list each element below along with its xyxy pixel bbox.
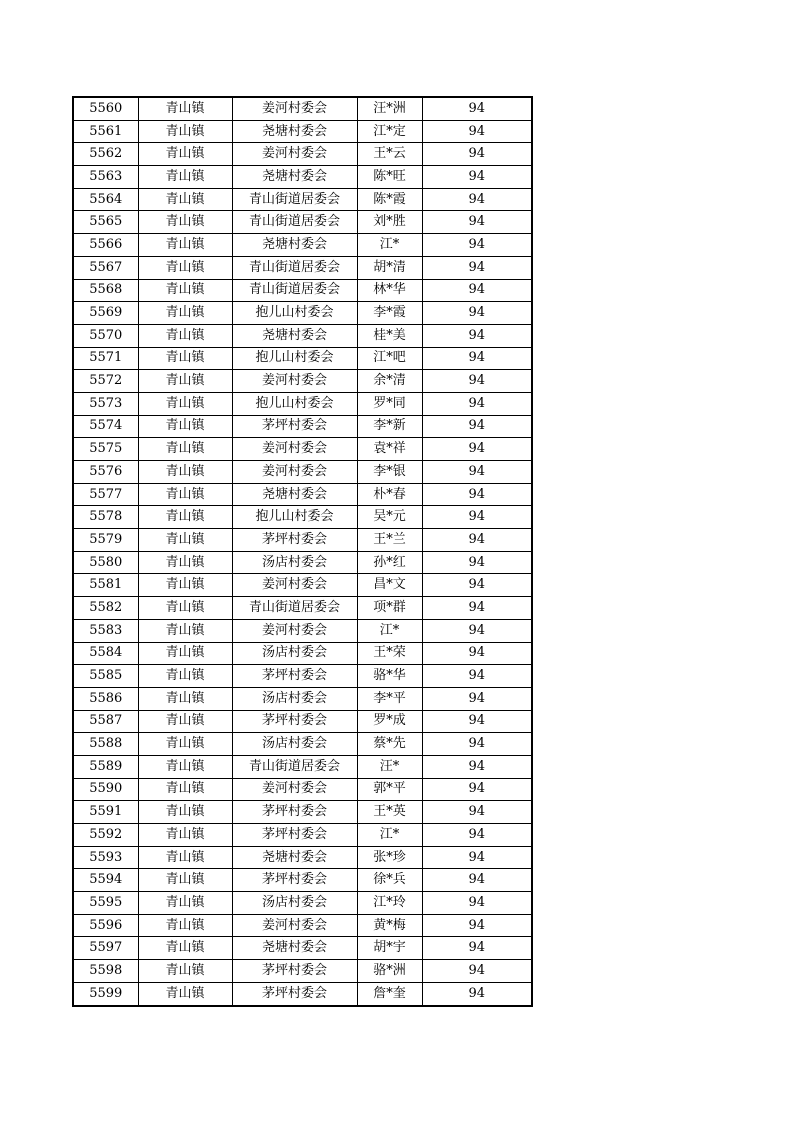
score-cell: 94 [422, 574, 532, 597]
score-cell: 94 [422, 892, 532, 915]
table-row [73, 619, 532, 642]
town-cell: 青山镇 [138, 506, 232, 529]
table-row [73, 279, 532, 302]
score-cell: 94 [422, 438, 532, 461]
town-cell: 青山镇 [138, 642, 232, 665]
person-name-cell: 孙*红 [357, 551, 422, 574]
town-cell: 青山镇 [138, 347, 232, 370]
table-row [73, 143, 532, 166]
village-committee-cell: 青山街道居委会 [232, 188, 357, 211]
person-name-cell: 项*群 [357, 597, 422, 620]
row-number-cell: 5566 [73, 234, 138, 257]
person-name-cell: 黄*梅 [357, 914, 422, 937]
person-name-cell: 郭*平 [357, 778, 422, 801]
person-name-cell: 胡*清 [357, 256, 422, 279]
town-cell: 青山镇 [138, 438, 232, 461]
village-committee-cell: 抱儿山村委会 [232, 392, 357, 415]
table-row [73, 960, 532, 983]
row-number-cell: 5590 [73, 778, 138, 801]
data-table [72, 96, 533, 1007]
score-cell: 94 [422, 370, 532, 393]
row-number-cell: 5592 [73, 824, 138, 847]
town-cell: 青山镇 [138, 665, 232, 688]
table-row [73, 710, 532, 733]
person-name-cell: 陈*霞 [357, 188, 422, 211]
town-cell: 青山镇 [138, 846, 232, 869]
row-number-cell: 5580 [73, 551, 138, 574]
village-committee-cell: 姜河村委会 [232, 778, 357, 801]
row-number-cell: 5560 [73, 97, 138, 120]
score-cell: 94 [422, 279, 532, 302]
town-cell: 青山镇 [138, 733, 232, 756]
town-cell: 青山镇 [138, 143, 232, 166]
town-cell: 青山镇 [138, 279, 232, 302]
town-cell: 青山镇 [138, 937, 232, 960]
town-cell: 青山镇 [138, 529, 232, 552]
score-cell: 94 [422, 302, 532, 325]
town-cell: 青山镇 [138, 687, 232, 710]
person-name-cell: 王*荣 [357, 642, 422, 665]
table-row [73, 869, 532, 892]
row-number-cell: 5575 [73, 438, 138, 461]
person-name-cell: 罗*成 [357, 710, 422, 733]
village-committee-cell: 姜河村委会 [232, 438, 357, 461]
village-committee-cell: 姜河村委会 [232, 143, 357, 166]
row-number-cell: 5565 [73, 211, 138, 234]
village-committee-cell: 姜河村委会 [232, 619, 357, 642]
village-committee-cell: 青山街道居委会 [232, 256, 357, 279]
table-row [73, 778, 532, 801]
table-row [73, 846, 532, 869]
town-cell: 青山镇 [138, 166, 232, 189]
row-number-cell: 5596 [73, 914, 138, 937]
person-name-cell: 江*吧 [357, 347, 422, 370]
town-cell: 青山镇 [138, 619, 232, 642]
row-number-cell: 5598 [73, 960, 138, 983]
score-cell: 94 [422, 869, 532, 892]
village-committee-cell: 姜河村委会 [232, 461, 357, 484]
town-cell: 青山镇 [138, 574, 232, 597]
town-cell: 青山镇 [138, 97, 232, 120]
score-cell: 94 [422, 778, 532, 801]
row-number-cell: 5577 [73, 483, 138, 506]
score-cell: 94 [422, 166, 532, 189]
score-cell: 94 [422, 846, 532, 869]
person-name-cell: 胡*宇 [357, 937, 422, 960]
village-committee-cell: 抱儿山村委会 [232, 302, 357, 325]
person-name-cell: 汪*洲 [357, 97, 422, 120]
town-cell: 青山镇 [138, 710, 232, 733]
row-number-cell: 5569 [73, 302, 138, 325]
table-row [73, 256, 532, 279]
score-cell: 94 [422, 687, 532, 710]
row-number-cell: 5568 [73, 279, 138, 302]
town-cell: 青山镇 [138, 120, 232, 143]
town-cell: 青山镇 [138, 755, 232, 778]
score-cell: 94 [422, 211, 532, 234]
row-number-cell: 5597 [73, 937, 138, 960]
village-committee-cell: 茅坪村委会 [232, 710, 357, 733]
score-cell: 94 [422, 483, 532, 506]
person-name-cell: 李*霞 [357, 302, 422, 325]
table-row [73, 597, 532, 620]
table-row [73, 642, 532, 665]
town-cell: 青山镇 [138, 824, 232, 847]
town-cell: 青山镇 [138, 597, 232, 620]
table-row [73, 824, 532, 847]
village-committee-cell: 尧塘村委会 [232, 120, 357, 143]
row-number-cell: 5587 [73, 710, 138, 733]
village-committee-cell: 茅坪村委会 [232, 415, 357, 438]
row-number-cell: 5573 [73, 392, 138, 415]
table-row [73, 97, 532, 120]
person-name-cell: 李*银 [357, 461, 422, 484]
score-cell: 94 [422, 506, 532, 529]
village-committee-cell: 汤店村委会 [232, 733, 357, 756]
village-committee-cell: 青山街道居委会 [232, 279, 357, 302]
village-committee-cell: 尧塘村委会 [232, 166, 357, 189]
village-committee-cell: 青山街道居委会 [232, 211, 357, 234]
score-cell: 94 [422, 733, 532, 756]
town-cell: 青山镇 [138, 914, 232, 937]
village-committee-cell: 姜河村委会 [232, 97, 357, 120]
score-cell: 94 [422, 120, 532, 143]
town-cell: 青山镇 [138, 392, 232, 415]
score-cell: 94 [422, 188, 532, 211]
person-name-cell: 蔡*先 [357, 733, 422, 756]
town-cell: 青山镇 [138, 960, 232, 983]
row-number-cell: 5593 [73, 846, 138, 869]
table-row [73, 937, 532, 960]
village-committee-cell: 抱儿山村委会 [232, 347, 357, 370]
score-cell: 94 [422, 461, 532, 484]
table-row [73, 665, 532, 688]
score-cell: 94 [422, 597, 532, 620]
table-row [73, 324, 532, 347]
table-row [73, 392, 532, 415]
person-name-cell: 骆*洲 [357, 960, 422, 983]
person-name-cell: 詹*奎 [357, 982, 422, 1005]
person-name-cell: 张*珍 [357, 846, 422, 869]
score-cell: 94 [422, 642, 532, 665]
score-cell: 94 [422, 937, 532, 960]
person-name-cell: 汪* [357, 755, 422, 778]
table-row [73, 483, 532, 506]
table-row [73, 120, 532, 143]
person-name-cell: 桂*美 [357, 324, 422, 347]
town-cell: 青山镇 [138, 256, 232, 279]
person-name-cell: 王*兰 [357, 529, 422, 552]
person-name-cell: 林*华 [357, 279, 422, 302]
person-name-cell: 王*英 [357, 801, 422, 824]
person-name-cell: 罗*同 [357, 392, 422, 415]
village-committee-cell: 尧塘村委会 [232, 483, 357, 506]
table-row [73, 755, 532, 778]
score-cell: 94 [422, 529, 532, 552]
person-name-cell: 袁*祥 [357, 438, 422, 461]
village-committee-cell: 茅坪村委会 [232, 801, 357, 824]
village-committee-cell: 青山街道居委会 [232, 597, 357, 620]
village-committee-cell: 汤店村委会 [232, 551, 357, 574]
person-name-cell: 余*清 [357, 370, 422, 393]
village-committee-cell: 汤店村委会 [232, 642, 357, 665]
town-cell: 青山镇 [138, 869, 232, 892]
village-committee-cell: 茅坪村委会 [232, 960, 357, 983]
person-name-cell: 吴*元 [357, 506, 422, 529]
table-row [73, 551, 532, 574]
table-row [73, 982, 532, 1005]
village-committee-cell: 汤店村委会 [232, 687, 357, 710]
person-name-cell: 陈*旺 [357, 166, 422, 189]
row-number-cell: 5589 [73, 755, 138, 778]
village-committee-cell: 姜河村委会 [232, 914, 357, 937]
row-number-cell: 5571 [73, 347, 138, 370]
table-row [73, 914, 532, 937]
table-row [73, 733, 532, 756]
row-number-cell: 5579 [73, 529, 138, 552]
score-cell: 94 [422, 801, 532, 824]
person-name-cell: 江* [357, 824, 422, 847]
person-name-cell: 江*玲 [357, 892, 422, 915]
score-cell: 94 [422, 982, 532, 1005]
town-cell: 青山镇 [138, 324, 232, 347]
row-number-cell: 5578 [73, 506, 138, 529]
score-cell: 94 [422, 665, 532, 688]
village-committee-cell: 青山街道居委会 [232, 755, 357, 778]
town-cell: 青山镇 [138, 892, 232, 915]
town-cell: 青山镇 [138, 211, 232, 234]
row-number-cell: 5570 [73, 324, 138, 347]
table-row [73, 234, 532, 257]
score-cell: 94 [422, 97, 532, 120]
table-row [73, 347, 532, 370]
village-committee-cell: 尧塘村委会 [232, 234, 357, 257]
person-name-cell: 李*平 [357, 687, 422, 710]
score-cell: 94 [422, 324, 532, 347]
table-row [73, 892, 532, 915]
village-committee-cell: 抱儿山村委会 [232, 506, 357, 529]
row-number-cell: 5588 [73, 733, 138, 756]
town-cell: 青山镇 [138, 982, 232, 1005]
row-number-cell: 5564 [73, 188, 138, 211]
table-row [73, 506, 532, 529]
town-cell: 青山镇 [138, 234, 232, 257]
person-name-cell: 江* [357, 234, 422, 257]
person-name-cell: 昌*文 [357, 574, 422, 597]
score-cell: 94 [422, 710, 532, 733]
village-committee-cell: 茅坪村委会 [232, 869, 357, 892]
person-name-cell: 王*云 [357, 143, 422, 166]
table-row [73, 302, 532, 325]
person-name-cell: 李*新 [357, 415, 422, 438]
town-cell: 青山镇 [138, 551, 232, 574]
score-cell: 94 [422, 256, 532, 279]
village-committee-cell: 汤店村委会 [232, 892, 357, 915]
village-committee-cell: 茅坪村委会 [232, 529, 357, 552]
village-committee-cell: 茅坪村委会 [232, 824, 357, 847]
table-row [73, 370, 532, 393]
village-committee-cell: 尧塘村委会 [232, 324, 357, 347]
person-name-cell: 骆*华 [357, 665, 422, 688]
person-name-cell: 徐*兵 [357, 869, 422, 892]
score-cell: 94 [422, 824, 532, 847]
person-name-cell: 刘*胜 [357, 211, 422, 234]
village-committee-cell: 茅坪村委会 [232, 982, 357, 1005]
score-cell: 94 [422, 347, 532, 370]
table-row [73, 801, 532, 824]
table-row [73, 574, 532, 597]
row-number-cell: 5595 [73, 892, 138, 915]
town-cell: 青山镇 [138, 461, 232, 484]
row-number-cell: 5572 [73, 370, 138, 393]
village-committee-cell: 姜河村委会 [232, 574, 357, 597]
town-cell: 青山镇 [138, 415, 232, 438]
table-row [73, 211, 532, 234]
row-number-cell: 5582 [73, 597, 138, 620]
town-cell: 青山镇 [138, 370, 232, 393]
table-body [73, 97, 532, 1006]
row-number-cell: 5599 [73, 982, 138, 1005]
row-number-cell: 5586 [73, 687, 138, 710]
row-number-cell: 5584 [73, 642, 138, 665]
town-cell: 青山镇 [138, 778, 232, 801]
person-name-cell: 江* [357, 619, 422, 642]
town-cell: 青山镇 [138, 483, 232, 506]
table-row [73, 529, 532, 552]
score-cell: 94 [422, 415, 532, 438]
row-number-cell: 5574 [73, 415, 138, 438]
row-number-cell: 5562 [73, 143, 138, 166]
score-cell: 94 [422, 551, 532, 574]
row-number-cell: 5576 [73, 461, 138, 484]
row-number-cell: 5585 [73, 665, 138, 688]
village-committee-cell: 尧塘村委会 [232, 937, 357, 960]
village-committee-cell: 姜河村委会 [232, 370, 357, 393]
score-cell: 94 [422, 755, 532, 778]
table-row [73, 461, 532, 484]
table-row [73, 188, 532, 211]
score-cell: 94 [422, 143, 532, 166]
town-cell: 青山镇 [138, 801, 232, 824]
village-committee-cell: 尧塘村委会 [232, 846, 357, 869]
row-number-cell: 5561 [73, 120, 138, 143]
score-cell: 94 [422, 914, 532, 937]
village-committee-cell: 茅坪村委会 [232, 665, 357, 688]
row-number-cell: 5563 [73, 166, 138, 189]
row-number-cell: 5594 [73, 869, 138, 892]
row-number-cell: 5581 [73, 574, 138, 597]
row-number-cell: 5567 [73, 256, 138, 279]
table-row [73, 438, 532, 461]
person-name-cell: 江*定 [357, 120, 422, 143]
score-cell: 94 [422, 392, 532, 415]
town-cell: 青山镇 [138, 302, 232, 325]
score-cell: 94 [422, 234, 532, 257]
score-cell: 94 [422, 960, 532, 983]
row-number-cell: 5583 [73, 619, 138, 642]
score-cell: 94 [422, 619, 532, 642]
table-row [73, 415, 532, 438]
table-row [73, 166, 532, 189]
table-row [73, 687, 532, 710]
row-number-cell: 5591 [73, 801, 138, 824]
town-cell: 青山镇 [138, 188, 232, 211]
person-name-cell: 朴*春 [357, 483, 422, 506]
